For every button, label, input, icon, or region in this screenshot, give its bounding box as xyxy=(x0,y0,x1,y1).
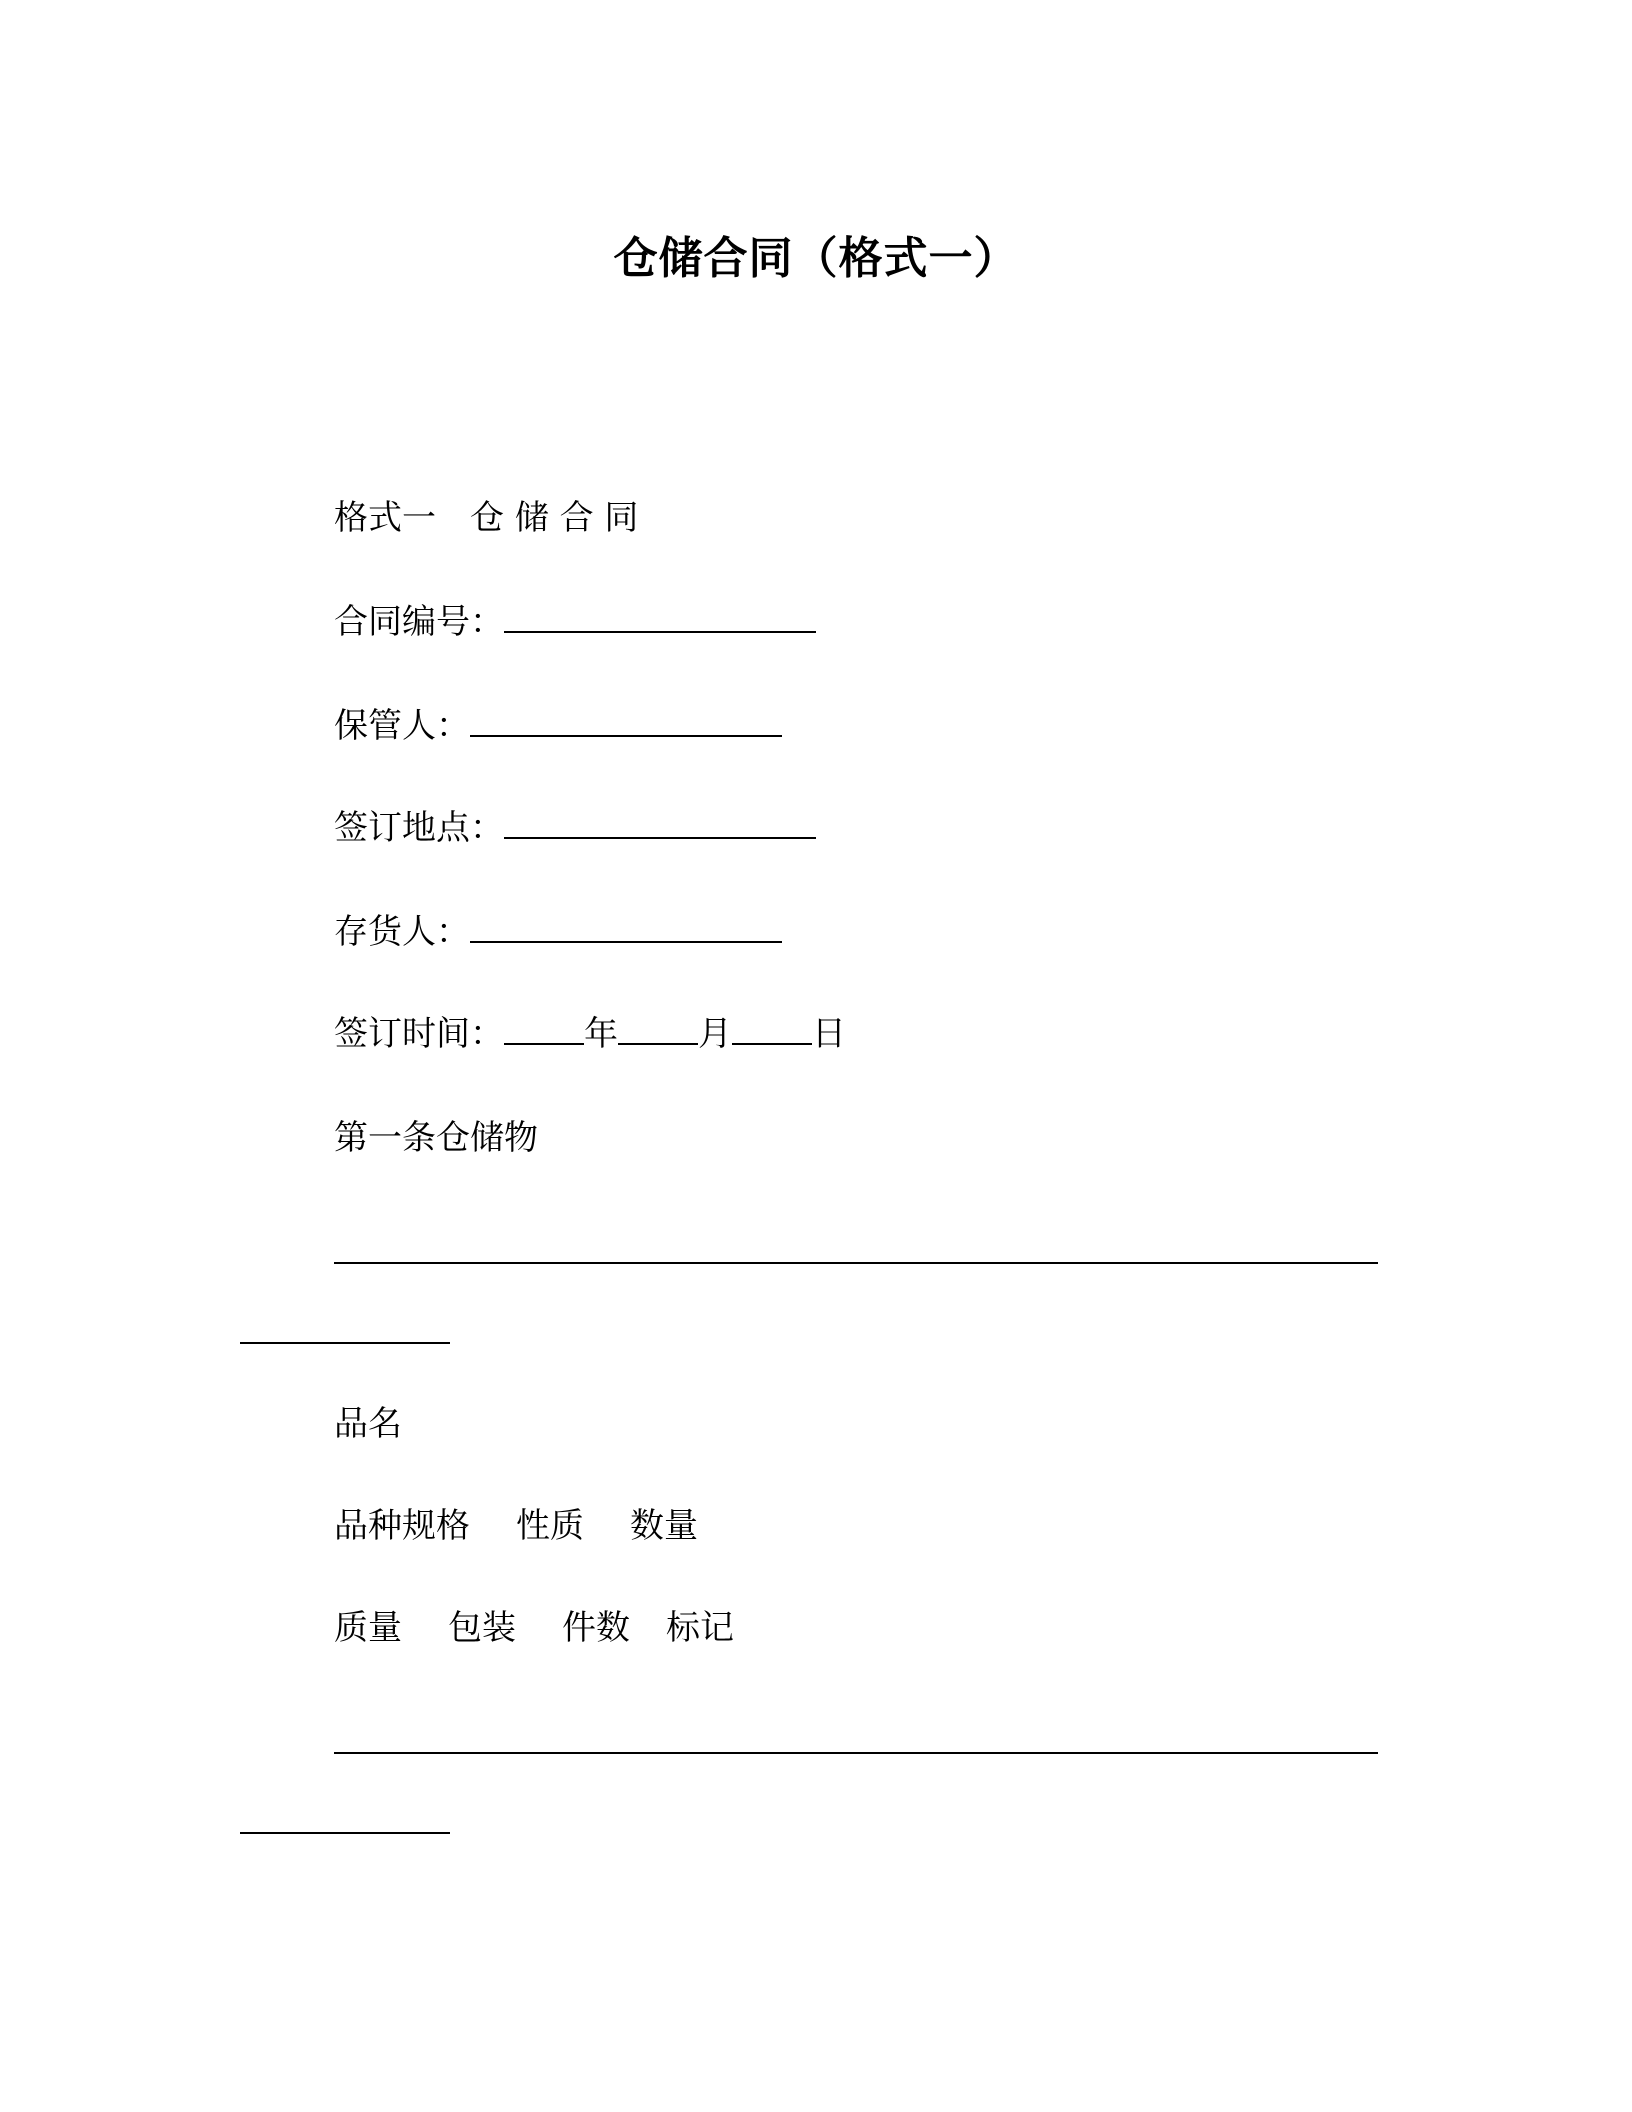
marking-label: 标记 xyxy=(666,1608,734,1648)
sign-time-label: 签订时间： xyxy=(334,1014,504,1054)
contract-number-label: 合同编号： xyxy=(334,602,504,642)
format-heading: 格式一 仓 储 合 同 xyxy=(334,498,639,538)
fill-line-2 xyxy=(334,1752,1378,1754)
fill-line-1-continued xyxy=(240,1342,450,1344)
depositor-label: 存货人： xyxy=(334,912,470,952)
day-label: 日 xyxy=(812,1014,846,1054)
spec-label: 品种规格 xyxy=(334,1506,470,1546)
month-blank xyxy=(618,1013,698,1045)
fill-line-1 xyxy=(334,1262,1378,1264)
sign-place-blank xyxy=(504,807,816,839)
fill-line-2-continued xyxy=(240,1832,450,1834)
document-title: 仓储合同（格式一） xyxy=(613,233,1019,284)
sign-place-label: 签订地点： xyxy=(334,808,504,848)
packaging-label: 包装 xyxy=(448,1608,516,1648)
sign-place-line xyxy=(334,806,816,850)
nature-label: 性质 xyxy=(516,1506,584,1546)
item-fields-row-1 xyxy=(334,1504,698,1548)
quality-label: 质量 xyxy=(334,1608,402,1648)
contract-number-blank xyxy=(504,601,816,633)
keeper-line xyxy=(334,704,782,748)
product-name-label: 品名 xyxy=(334,1404,402,1444)
contract-number-line xyxy=(334,600,816,644)
keeper-blank xyxy=(470,705,782,737)
article-1-heading: 第一条仓储物 xyxy=(334,1118,538,1158)
year-label: 年 xyxy=(584,1014,618,1054)
depositor-line xyxy=(334,910,782,954)
day-blank xyxy=(732,1013,812,1045)
quantity-label: 数量 xyxy=(630,1506,698,1546)
year-blank xyxy=(504,1013,584,1045)
sign-time-line xyxy=(334,1012,846,1056)
item-fields-row-2 xyxy=(334,1606,734,1650)
keeper-label: 保管人： xyxy=(334,706,470,746)
depositor-blank xyxy=(470,911,782,943)
pieces-label: 件数 xyxy=(562,1608,630,1648)
month-label: 月 xyxy=(698,1014,732,1054)
